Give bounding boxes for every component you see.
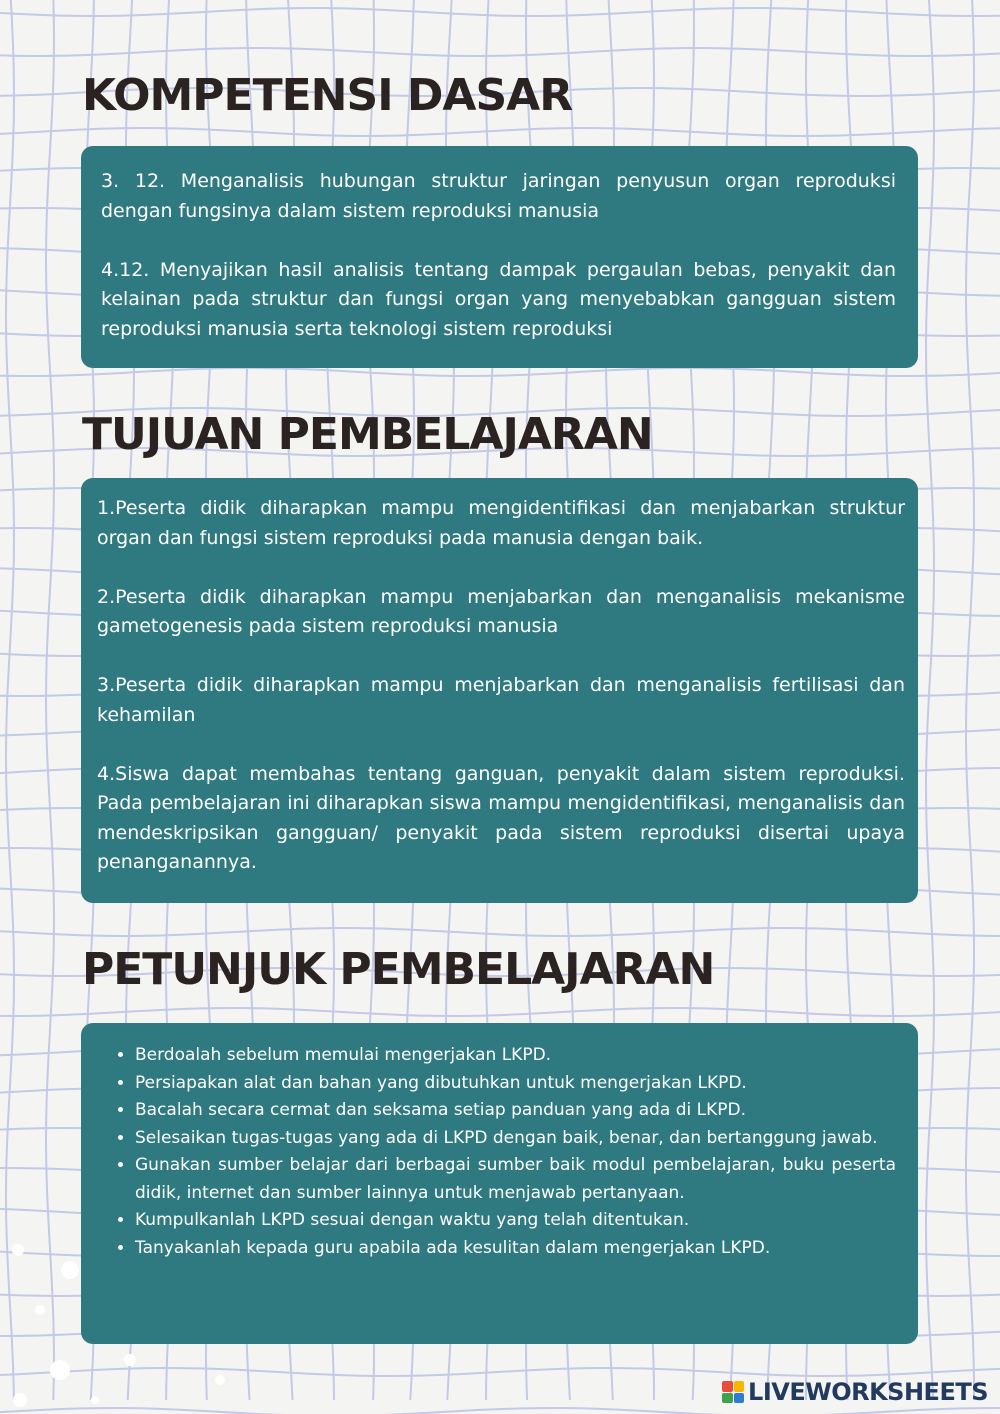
tujuan-pembelajaran-title: TUJUAN PEMBELAJARAN bbox=[82, 409, 653, 460]
grid-line bbox=[926, 0, 934, 1400]
list-item: • Persiapakan alat dan bahan yang dibutuhkan untuk mengerjakan LKPD. bbox=[135, 1070, 896, 1098]
tujuan-item: 2.Peserta didik diharapkan mampu menjabarkan dan menganalisis mekanisme gametogenesis pada sistem reproduksi manusia bbox=[97, 585, 905, 637]
list-item: • Selesaikan tugas-tugas yang ada di LKPD dengan baik, benar, dan bertanggung jawab. bbox=[135, 1125, 896, 1153]
petunjuk-list bbox=[101, 1042, 896, 1262]
list-item: • Berdoalah sebelum memulai mengerjakan LKPD. bbox=[135, 1042, 896, 1070]
kompetensi-item: 4.12. Menyajikan hasil analisis tentang dampak pergaulan bebas, penyakit dan kelainan pada struktur dan fungsi organ yang menyebabkan gangguan sistem reproduksi manusia serta teknologi sistem reproduksi bbox=[101, 258, 896, 340]
liveworksheets-brand[interactable] bbox=[722, 1378, 988, 1406]
brand-name: LIVEWORKSHEETS bbox=[748, 1378, 988, 1406]
list-item: • Tanyakanlah kepada guru apabila ada kesulitan dalam mengerjakan LKPD. bbox=[135, 1235, 896, 1263]
kompetensi-dasar-title: KOMPETENSI DASAR bbox=[82, 70, 573, 121]
tujuan-item: 3.Peserta didik diharapkan mampu menjabarkan dan menganalisis fertilisasi dan kehamilan bbox=[97, 674, 905, 726]
list-item: • Kumpulkanlah LKPD sesuai dengan waktu yang telah ditentukan. bbox=[135, 1207, 896, 1235]
tujuan-item: 1.Peserta didik diharapkan mampu mengidentifikasi dan menjabarkan struktur organ dan fungsi sistem reproduksi pada manusia dengan baik. bbox=[97, 497, 905, 549]
grid-line bbox=[0, 368, 1000, 376]
grid-line bbox=[0, 8, 1000, 16]
tujuan-item: 4.Siswa dapat membahas tentang ganguan, penyakit dalam sistem reproduksi. Pada pembelajaran ini diharapkan siswa mampu mengidentifikasi, menganalisis dan mendeskripsikan gangguan/ penyakit pada sistem reproduksi disertai upaya penanganannya. bbox=[97, 762, 905, 873]
tujuan-pembelajaran-box bbox=[81, 478, 918, 903]
liveworksheets-logo-icon bbox=[722, 1381, 744, 1403]
grid-line bbox=[0, 928, 1000, 936]
list-item: • Bacalah secara cermat dan seksama setiap panduan yang ada di LKPD. bbox=[135, 1097, 896, 1125]
kompetensi-item: 3. 12. Menganalisis hubungan struktur jaringan penyusun organ reproduksi dengan fungsinya dalam sistem reproduksi manusia bbox=[101, 170, 896, 222]
list-item: • Gunakan sumber belajar dari berbagai sumber baik modul pembelajaran, buku peserta didik, internet dan sumber lainnya untuk menjawab pertanyaan. bbox=[135, 1152, 896, 1207]
kompetensi-dasar-box bbox=[81, 146, 918, 368]
grid-line bbox=[46, 0, 54, 1400]
grid-line bbox=[6, 0, 14, 1400]
grid-line bbox=[0, 48, 1000, 56]
petunjuk-pembelajaran-title: PETUNJUK PEMBELAJARAN bbox=[82, 944, 715, 995]
petunjuk-pembelajaran-box bbox=[81, 1023, 918, 1344]
